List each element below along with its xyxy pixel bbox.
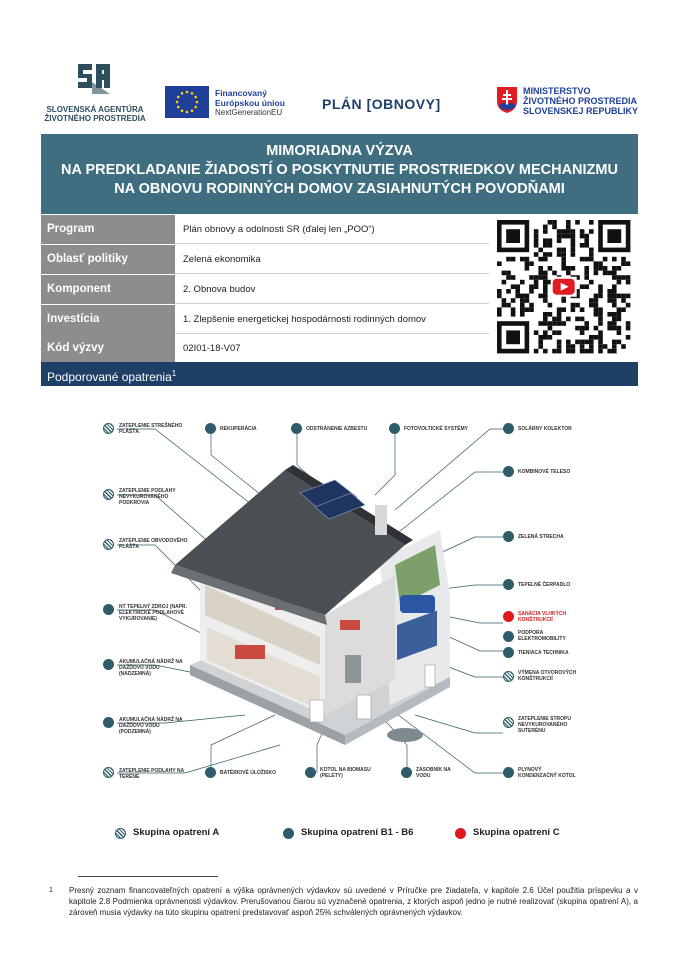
group-a-marker-icon xyxy=(503,717,514,728)
footnote xyxy=(41,885,638,918)
qr-code[interactable] xyxy=(489,214,638,362)
eu-logo xyxy=(165,84,305,120)
call-title-line1: MIMORIADNA VÝZVA xyxy=(266,143,413,159)
label-window-replacement: VÝMENA OTVOROVÝCH KONŠTRUKCIÍ xyxy=(518,670,577,682)
plan-obnovy-logo: PLÁN [OBNOVY] xyxy=(322,96,441,112)
label-battery-storage: BATÉRIOVÉ ÚLOŽISKO xyxy=(220,770,277,776)
label-gas-boiler: PLYNOVÝ KONDENZAČNÝ KOTOL xyxy=(518,767,576,779)
ministry-line3: SLOVENSKEJ REPUBLIKY xyxy=(523,106,639,116)
label-solar-collector: SOLÁRNY KOLEKTOR xyxy=(518,426,572,432)
legend-group-a-label: Skupina opatrení A xyxy=(133,827,220,838)
info-value: Zelená ekonomika xyxy=(175,245,489,274)
eu-funded-line1: Financovaný xyxy=(215,87,267,98)
group-b-marker-icon xyxy=(103,604,114,615)
label-shading: TIENIACA TECHNIKA xyxy=(518,650,569,656)
label-combi-body: KOMBINOVÉ TELESO xyxy=(518,469,571,475)
house-diagram xyxy=(95,415,585,795)
legend-group-b-label: Skupina opatrení B1 - B6 xyxy=(301,827,414,838)
sazp-name-line1: SLOVENSKÁ AGENTÚRA xyxy=(46,105,144,114)
eu-funded-line2: Európskou úniou xyxy=(215,97,285,108)
group-b-marker-icon xyxy=(401,767,412,778)
qr-code-icon[interactable] xyxy=(489,214,638,362)
info-row-program xyxy=(41,215,489,245)
group-b-marker-icon xyxy=(389,423,400,434)
footnote-ref: 1 xyxy=(171,369,177,378)
group-b-marker-icon xyxy=(103,659,114,670)
group-b-marker-icon xyxy=(503,466,514,477)
group-b-marker-icon xyxy=(503,647,514,658)
group-b-marker-icon xyxy=(205,423,216,434)
info-value: Plán obnovy a odolnosti SR (ďalej len „POO“) xyxy=(175,215,489,244)
group-b-marker-icon xyxy=(503,531,514,542)
label-damp-remediation: SANÁCIA VLHKÝCH KONŠTRUKCIÍ xyxy=(518,611,567,623)
label-e-mobility: PODPORA ELEKTROMOBILITY xyxy=(518,630,566,642)
group-b-marker-icon xyxy=(503,423,514,434)
label-ground-floor-insulation: ZATEPLENIE PODLAHY NA TERÉNE xyxy=(119,768,184,780)
eu-funded-line3: NextGenerationEU xyxy=(215,107,283,117)
info-key: Oblasť politiky xyxy=(41,245,175,274)
sazp-logo xyxy=(40,62,150,122)
ministry-logo xyxy=(496,86,646,122)
legend xyxy=(115,826,575,842)
group-b-marker-icon xyxy=(503,631,514,642)
supported-measures-bar xyxy=(41,362,638,386)
info-value: 1. Zlepšenie energetickej hospodárnosti rodinných domov xyxy=(175,305,489,334)
label-rain-tank-above: AKUMULAČNÁ NÁDRŽ NA DAŽĎOVÚ VODU (NADZEMNÁ) xyxy=(119,659,183,677)
plan-logo-word: PLÁN xyxy=(322,96,363,112)
label-heat-pump: TEPELNÉ ČERPADLO xyxy=(518,582,571,588)
label-low-temp-heat-source: NT TEPELNÝ ZDROJ (NAPR. ELEKTRICKÉ PODLAHOVÉ VYKUROVANIE) xyxy=(119,604,188,622)
call-title-line3: NA OBNOVU RODINNÝCH DOMOV ZASIAHNUTÝCH POVODŇAMI xyxy=(114,181,565,197)
legend-group-a-icon xyxy=(115,828,126,839)
label-water-tank: ZÁSOBNÍK NA VODU xyxy=(416,767,451,779)
legend-group-c-icon xyxy=(455,828,466,839)
info-key: Investícia xyxy=(41,305,175,334)
info-key: Komponent xyxy=(41,275,175,304)
label-roof-insulation: ZATEPLENIE STREŠNÉHO PLÁŠŤA xyxy=(119,423,183,435)
plan-logo-bracket-word: OBNOVY xyxy=(371,96,436,112)
group-b-marker-icon xyxy=(205,767,216,778)
label-photovoltaics: FOTOVOLTICKÉ SYSTÉMY xyxy=(404,426,468,432)
info-value: 2. Obnova budov xyxy=(175,275,489,304)
footnote-separator xyxy=(78,876,218,877)
group-a-marker-icon xyxy=(103,489,114,500)
info-key: Program xyxy=(41,215,175,244)
group-b-marker-icon xyxy=(291,423,302,434)
info-row-investment xyxy=(41,305,489,335)
footnote-text: Presný zoznam financovateľných opatrení a výška oprávnených výdavkov sú uvedené v Príručke pre žiadateľa, v kapitole 2.6 Účel použitia príspevku a v kapitole 2.8 Podmienka oprávnenosti výdavkov. Prerušovanou čiarou sú vyznačené opatrenia, z ktorých aspoň jedno je nutné realizovať (skupina opatrení A), a zároveň musia výdavky na túto skupinu opatrení predstavovať aspoň 25% schválených oprávnených výdavkov. xyxy=(69,886,638,917)
label-recuperation: REKUPERÁCIA xyxy=(220,426,257,432)
label-attic-floor-insulation: ZATEPLENIE PODLAHY NEVYKUROVANÉHO PODKROVIA xyxy=(119,488,176,506)
group-a-marker-icon xyxy=(503,671,514,682)
group-a-marker-icon xyxy=(103,423,114,434)
call-title-box xyxy=(41,134,638,214)
label-rain-tank-underground: AKUMULAČNÁ NÁDRŽ NA DAŽĎOVÚ VODU (PODZEMNÁ) xyxy=(119,717,183,735)
label-asbestos-removal: ODSTRÁNENIE AZBESTU xyxy=(306,426,368,432)
group-b-marker-icon xyxy=(503,767,514,778)
call-title-line2: NA PREDKLADANIE ŽIADOSTÍ O POSKYTNUTIE PROSTRIEDKOV MECHANIZMU xyxy=(61,162,618,178)
info-row-component xyxy=(41,275,489,305)
footnote-mark: 1 xyxy=(49,887,53,894)
ministry-line1: MINISTERSTVO xyxy=(523,86,591,96)
label-green-roof: ZELENÁ STRECHA xyxy=(518,534,564,540)
group-b-marker-icon xyxy=(305,767,316,778)
legend-group-b-icon xyxy=(283,828,294,839)
info-key: Kód výzvy xyxy=(41,334,175,363)
eu-flag-icon xyxy=(165,86,209,118)
ministry-line2: ŽIVOTNÉHO PROSTREDIA xyxy=(523,96,638,106)
legend-group-c-label: Skupina opatrení C xyxy=(473,827,560,838)
label-biomass-boiler: KOTOL NA BIOMASU (PELETY) xyxy=(320,767,371,779)
group-b-marker-icon xyxy=(103,717,114,728)
info-row-policy xyxy=(41,245,489,275)
group-a-marker-icon xyxy=(103,539,114,550)
group-a-marker-icon xyxy=(103,767,114,778)
group-c-marker-icon xyxy=(503,611,514,622)
sazp-emblem-icon xyxy=(40,62,150,100)
supported-measures-label: Podporované opatrenia xyxy=(47,370,172,384)
sazp-name-line2: ŽIVOTNÉHO PROSTREDIA xyxy=(44,114,146,123)
group-b-marker-icon xyxy=(503,579,514,590)
info-value: 02I01-18-V07 xyxy=(175,334,489,363)
info-row-call-code xyxy=(41,334,489,364)
label-basement-ceiling-insulation: ZATEPLENIE STROPU NEVYKUROVANÉHO SUTERÉNU xyxy=(518,716,571,734)
label-wall-insulation: ZATEPLENIE OBVODOVÉHO PLÁŠŤA xyxy=(119,538,188,550)
slovak-coat-of-arms-icon xyxy=(496,86,518,114)
